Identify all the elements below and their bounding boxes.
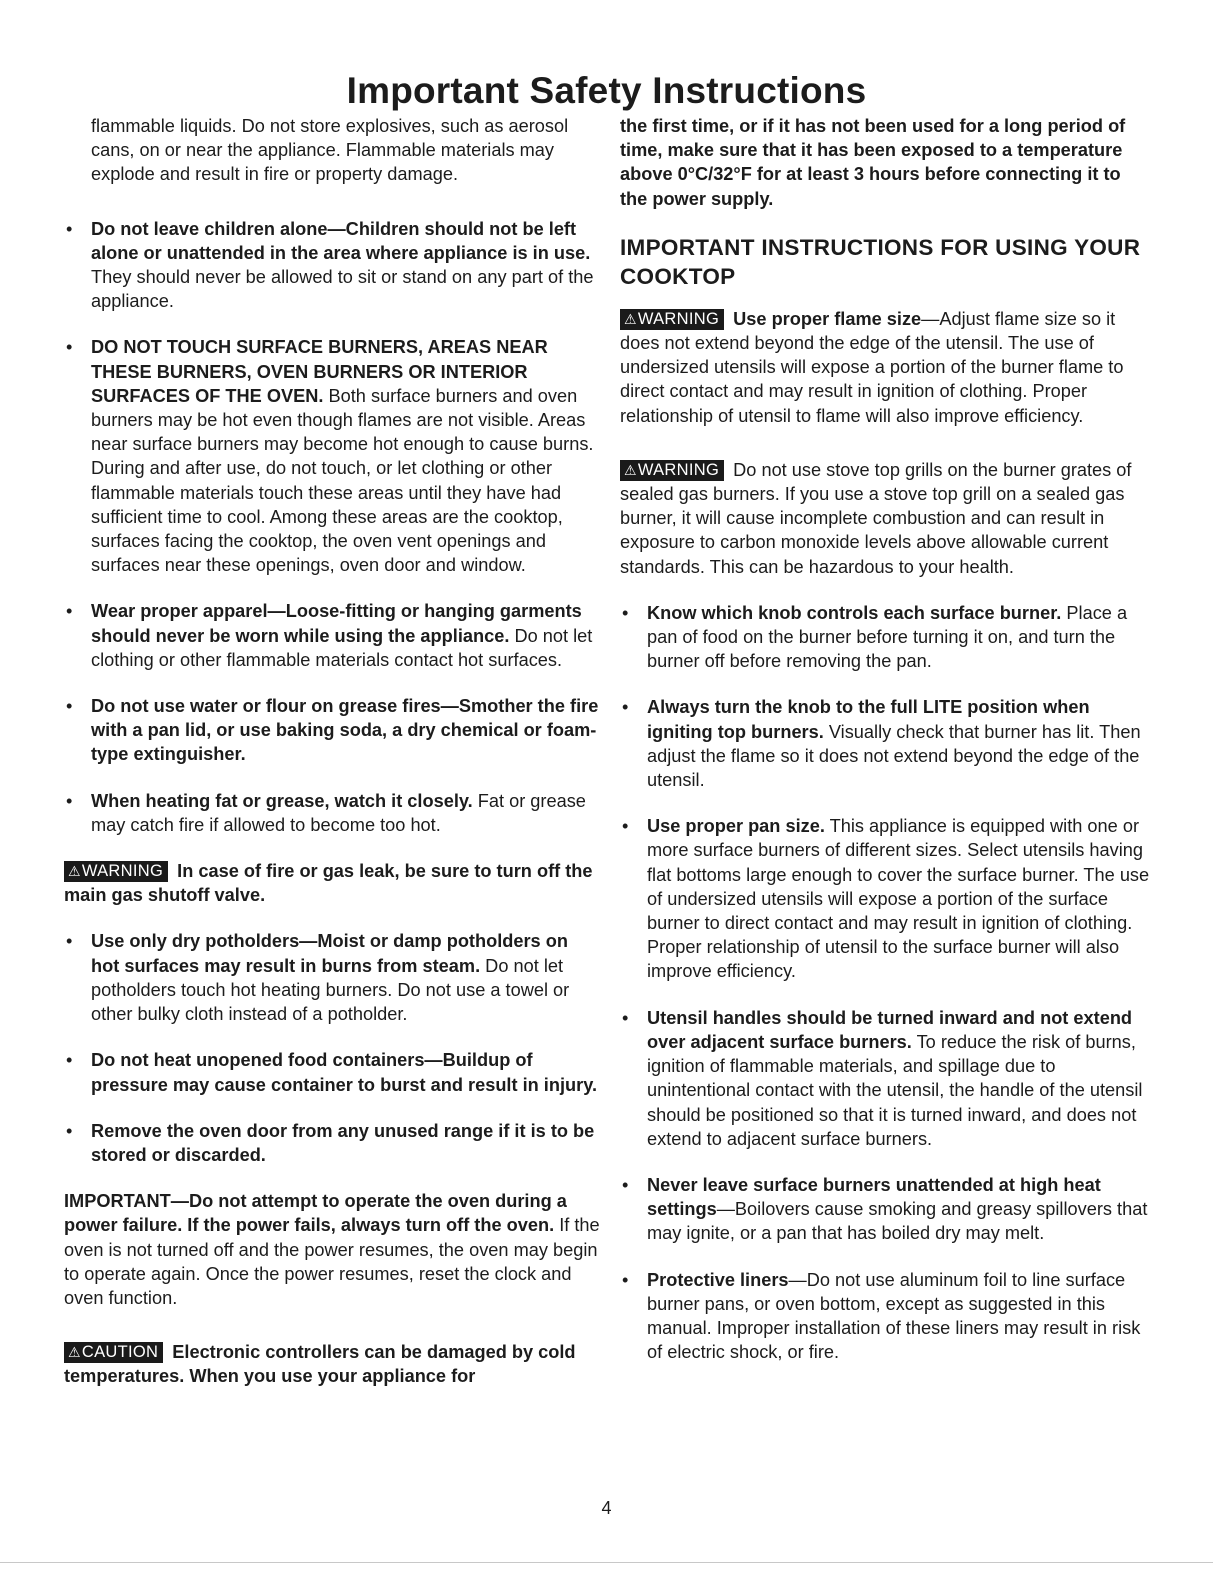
list-item-potholders: • Use only dry potholders—Moist or damp potholders on hot surfaces may result in burns from steam. Do not let potholders touch hot heating burners. Do not use a towel or other bulky cloth instead of a potholder. <box>66 931 570 1025</box>
item-heading: Wear proper apparel—Loose-fitting or hanging garments should never be worn while using the appliance. <box>91 601 582 646</box>
left-intro-paragraph: flammable liquids. Do not store explosives, such as aerosol cans, on or near the appliance. Flammable materials may explode and result in fire or property damage. <box>91 116 569 185</box>
item-heading: Do not use water or flour on grease fires—Smother the fire with a pan lid, or use baking soda, a dry chemical or foam-type extinguisher. <box>91 696 599 765</box>
item-text: Do not let potholders touch hot heating burners. Do not use a towel or other bulky cloth instead of a potholder. <box>91 955 570 1025</box>
item-heading: Utensil handles should be turned inward and not extend over adjacent surface burners. <box>647 1007 1133 1052</box>
warning-triangle-icon: ⚠ <box>68 1344 81 1361</box>
list-item-pan-size: • Use proper pan size. This appliance is equipped with one or more surface burners of different sizes. Select utensils having flat bottoms large enough to cover the surface burner. The use of undersized utensils will expose a portion of the surface burner to direct contact and may result in ignition of clothing. Proper relationship of utensil to the surface burner will also improve efficiency. <box>622 816 1150 982</box>
important-text: If the oven is not turned off and the power resumes, the oven may begin to operate again. Once the power resumes, reset the clock and oven function. <box>64 1215 600 1308</box>
warning-triangle-icon: ⚠ <box>624 461 637 478</box>
important-heading: IMPORTANT—Do not attempt to operate the oven during a power failure. If the power fails, always turn off the oven. <box>64 1191 567 1236</box>
warning-badge: ⚠WARNING <box>64 861 168 882</box>
page-edge-divider <box>0 1562 1213 1563</box>
list-item-knob-controls: • Know which knob controls each surface burner. Place a pan of food on the burner before turning it on, and turn the burner off before removing the pan. <box>622 602 1128 672</box>
left-column <box>64 114 600 1389</box>
caution-text: Electronic controllers can be damaged by cold temperatures. When you use your appliance for <box>64 1342 576 1387</box>
item-heading: When heating fat or grease, watch it closely. <box>91 790 473 811</box>
list-item-apparel: • Wear proper apparel—Loose-fitting or hanging garments should never be worn while using the appliance. Do not let clothing or other flammable materials contact hot surfaces. <box>66 601 593 670</box>
right-intro-paragraph: the first time, or if it has not been used for a long period of time, make sure that it has been exposed to a temperature above 0°C/32°F for at least 3 hours before connecting it to the power supply. <box>620 116 1126 209</box>
item-text: Do not let clothing or other flammable materials contact hot surfaces. <box>91 625 593 670</box>
list-item-protective-liners: • Protective liners—Do not use aluminum foil to line surface burner pans, or oven bottom, except as suggested in this manual. Improper installation of these liners may result in risk of electric shock, or fire. <box>622 1269 1141 1363</box>
list-item-heating-fat: • When heating fat or grease, watch it closely. Fat or grease may catch fire if allowed to become too hot. <box>66 790 586 835</box>
item-text: Place a pan of food on the burner before turning it on, and turn the burner off before removing the pan. <box>647 602 1128 672</box>
list-item-grease-fires: • Do not use water or flour on grease fires—Smother the fire with a pan lid, or use baking soda, a dry chemical or foam-type extinguisher. <box>66 696 599 765</box>
item-text: Fat or grease may catch fire if allowed to become too hot. <box>91 790 586 835</box>
item-text: Visually check that burner has lit. Then adjust the flame so it does not extend beyond the edge of the utensil. <box>647 721 1141 791</box>
item-heading: Do not leave children alone—Children should not be left alone or unattended in the area where appliance is in use. <box>91 218 591 263</box>
list-item-oven-door: • Remove the oven door from any unused range if it is to be stored or discarded. <box>66 1120 595 1165</box>
item-heading: Do not heat unopened food containers—Buildup of pressure may cause container to burst and result in injury. <box>91 1050 598 1095</box>
warning-triangle-icon: ⚠ <box>68 863 81 880</box>
item-heading: Remove the oven door from any unused range if it is to be stored or discarded. <box>91 1120 595 1165</box>
right-column <box>620 114 1152 1364</box>
item-text: They should never be allowed to sit or stand on any part of the appliance. <box>91 267 594 312</box>
list-item-lite-position: • Always turn the knob to the full LITE position when igniting top burners. Visually check that burner has lit. Then adjust the flame so it does not extend beyond the edge of the utensil. <box>622 697 1141 791</box>
list-item-children: • Do not leave children alone—Children should not be left alone or unattended in the area where appliance is in use. They should never be allowed to sit or stand on any part of the appliance. <box>66 218 594 312</box>
list-item-utensil-handles: • Utensil handles should be turned inward and not extend over adjacent surface burners. To reduce the risk of burns, ignition of flammable materials, and spillage due to unintentional contact with the utensil, the handle of the utensil should be positioned so that it is turned inward, and does not extend to adjacent surface burners. <box>622 1007 1143 1149</box>
item-heading: Protective liners <box>647 1269 789 1290</box>
page-title: Important Safety Instructions <box>346 70 867 111</box>
item-heading: DO NOT TOUCH SURFACE BURNERS, AREAS NEAR THESE BURNERS, OVEN BURNERS OR INTERIOR SURFACES OF THE OVEN. <box>91 337 548 406</box>
warning-triangle-icon: ⚠ <box>624 310 637 327</box>
list-item-unattended-burners: • Never leave surface burners unattended at high heat settings—Boilovers cause smoking and greasy spillovers that may ignite, or a pan that has boiled dry may melt. <box>622 1174 1148 1244</box>
item-heading: Know which knob controls each surface burner. <box>647 602 1062 623</box>
warning-badge: ⚠WARNING <box>620 460 724 481</box>
item-text: —Boilovers cause smoking and greasy spillovers that may ignite, or a pan that has boiled dry may melt. <box>647 1199 1148 1244</box>
item-text: Both surface burners and oven burners may be hot even though flames are not visible. Areas near surface burners may become hot enough to cause burns. During and after use, do not touch, or let clothing or other flammable materials touch these areas until they have had sufficient time to cool. Among these areas are the cooktop, surfaces facing the cooktop, the oven vent openings and surfaces near these openings, oven door and window. <box>91 385 594 576</box>
caution-badge: ⚠CAUTION <box>64 1342 163 1363</box>
warning-text: —Adjust flame size so it does not extend beyond the edge of the utensil. The use of undersized utensils will expose a portion of the burner flame to direct contact and may result in ignition of clothing. Proper relationship of utensil to flame will also improve efficiency. <box>620 308 1124 426</box>
item-text: This appliance is equipped with one or more surface burners of different sizes. Select utensils having flat bottoms large enough to cover the surface burner. The use of undersized utensils will expose a portion of the surface burner to direct contact and may result in ignition of clothing. Proper relationship of utensil to the surface burner will also improve efficiency. <box>647 816 1150 982</box>
item-heading: Use proper pan size. <box>647 816 825 837</box>
warning-text: In case of fire or gas leak, be sure to turn off the main gas shutoff valve. <box>64 861 593 906</box>
warning-badge: ⚠WARNING <box>620 309 724 330</box>
warning-gas-leak <box>64 859 600 907</box>
list-item-surface-burners: • DO NOT TOUCH SURFACE BURNERS, AREAS NEAR THESE BURNERS, OVEN BURNERS OR INTERIOR SURFACES OF THE OVEN. Both surface burners and oven burners may be hot even though flames are not visible. Areas near surface burners may become hot enough to cause burns. During and after use, do not touch, or let clothing or other flammable materials touch these areas until they have had sufficient time to cool. Among these areas are the cooktop, surfaces facing the cooktop, the oven vent openings and surfaces near these openings, oven door and window. <box>66 337 594 576</box>
item-text: —Do not use aluminum foil to line surface burner pans, or oven bottom, except as suggested in this manual. Improper installation of these liners may result in risk of electric shock, or fire. <box>647 1269 1141 1363</box>
warning-flame-size <box>620 307 1152 428</box>
page-number: 4 <box>601 1498 612 1518</box>
item-text: To reduce the risk of burns, ignition of flammable materials, and spillage due to unintentional contact with the utensil, the handle of the utensil should be positioned so that it is turned inward, and does not extend to adjacent surface burners. <box>647 1031 1143 1149</box>
item-heading: Never leave surface burners unattended at high heat settings <box>647 1174 1101 1220</box>
section-heading: IMPORTANT INSTRUCTIONS FOR USING YOUR COOKTOP <box>620 234 1141 289</box>
list-item-food-containers: • Do not heat unopened food containers—Buildup of pressure may cause container to burst and result in injury. <box>66 1050 598 1095</box>
item-heading: Always turn the knob to the full LITE position when igniting top burners. <box>647 697 1090 742</box>
warning-text: Do not use stove top grills on the burner grates of sealed gas burners. If you use a stove top grill on a sealed gas burner, it will cause incomplete combustion and can result in exposure to carbon monoxide levels above allowable current standards. This can be hazardous to your health. <box>620 459 1132 577</box>
caution-electronic-controllers <box>64 1340 600 1388</box>
item-heading: Use only dry potholders—Moist or damp potholders on hot surfaces may result in burns from steam. <box>91 931 568 976</box>
warning-stove-top-grills <box>620 458 1152 579</box>
important-power-failure <box>64 1189 600 1310</box>
warning-heading: Use proper flame size <box>728 308 922 329</box>
